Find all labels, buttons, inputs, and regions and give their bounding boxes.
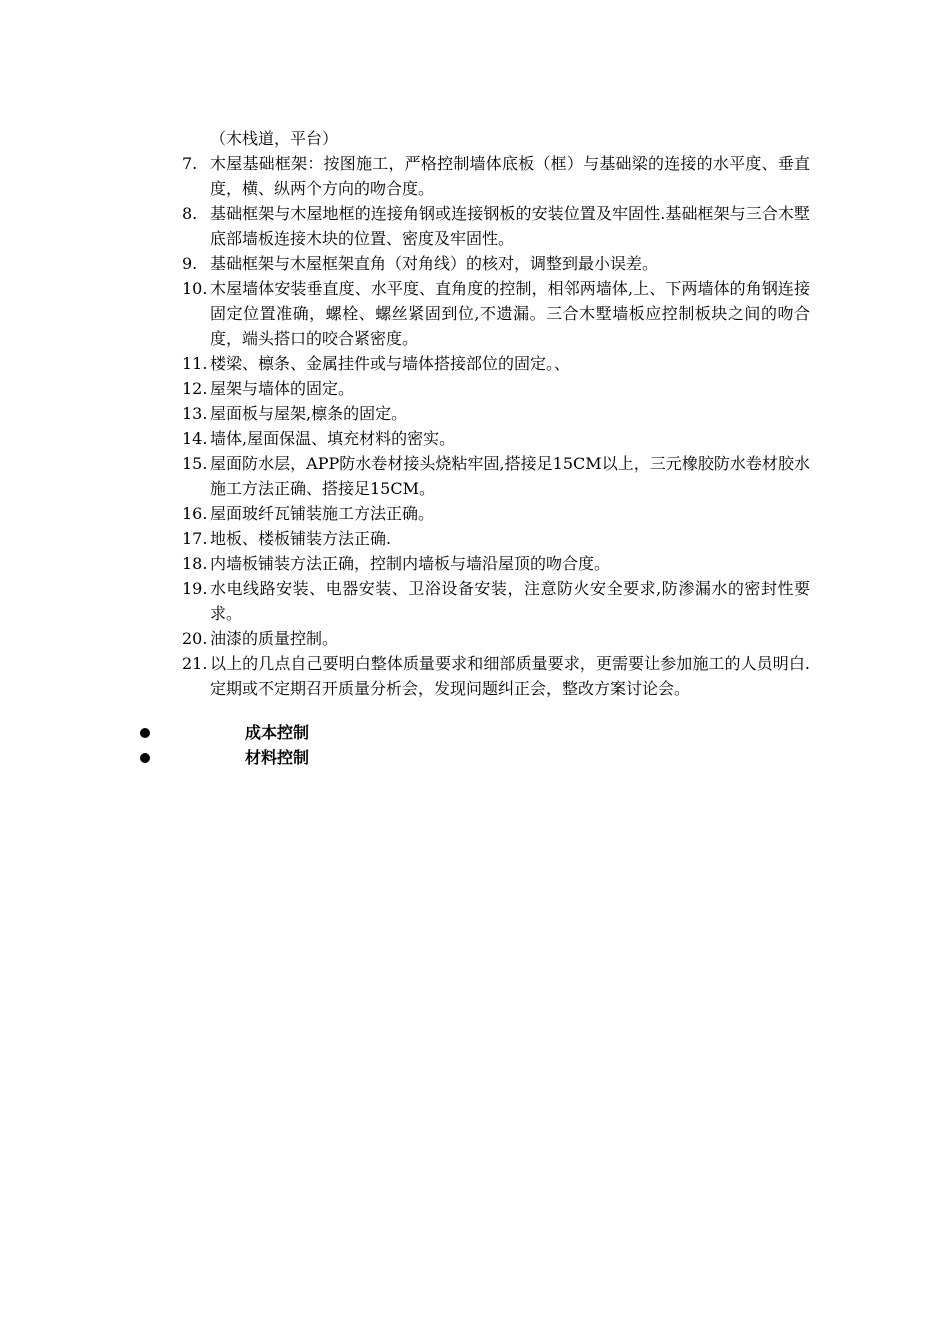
- list-item: [160, 426, 810, 451]
- item-number: 20.: [182, 629, 208, 648]
- bullet-heading: 材料控制: [245, 748, 310, 767]
- list-item: [160, 276, 810, 351]
- item-text: 木屋基础框架：按图施工，严格控制墙体底板（框）与基础梁的连接的水平度、垂直度，横、纵两个方向的吻合度。: [210, 154, 810, 198]
- item-text: 墙体,屋面保温、填充材料的密实。: [210, 429, 456, 448]
- item-text: 地板、楼板铺装方法正确.: [210, 529, 392, 548]
- bullet-dot-icon: [140, 753, 150, 763]
- item-number: 10.: [182, 279, 208, 298]
- item-number: 14.: [182, 429, 208, 448]
- item-text: 内墙板铺装方法正确，控制内墙板与墙沿屋顶的吻合度。: [210, 554, 611, 573]
- item-text: 楼梁、檩条、金属挂件或与墙体搭接部位的固定。、: [210, 354, 571, 373]
- item-number: 18.: [182, 554, 208, 573]
- item-number: 9.: [182, 254, 198, 273]
- list-item: [160, 651, 810, 701]
- item-text: 屋面玻纤瓦铺装施工方法正确。: [210, 504, 435, 523]
- item-text: 水电线路安装、电器安装、卫浴设备安装，注意防火安全要求,防渗漏水的密封性要求。: [210, 579, 810, 623]
- bullet-item: [140, 745, 310, 770]
- list-item: [160, 201, 810, 251]
- bullet-item: [140, 720, 310, 745]
- item-number: 21.: [182, 654, 208, 673]
- item-text: 屋面板与屋架,檩条的固定。: [210, 404, 408, 423]
- item-number: 15.: [182, 454, 208, 473]
- list-item: [160, 526, 810, 551]
- item-text: 以上的几点自己要明白整体质量要求和细部质量要求，更需要让参加施工的人员明白.定期或不定期召开质量分析会，发现问题纠正会，整改方案讨论会。: [210, 654, 810, 698]
- item-number: 11.: [182, 354, 208, 373]
- item-text: 屋面防水层，APP防水卷材接头烧粘牢固,搭接足15CM以上，三元橡胶防水卷材胶水施工方法正确、搭接足15CM。: [210, 454, 810, 498]
- item-number: 17.: [182, 529, 208, 548]
- item-text: 屋架与墙体的固定。: [210, 379, 355, 398]
- list-item: [160, 576, 810, 626]
- list-item: [160, 351, 810, 376]
- item-text: 油漆的质量控制。: [210, 629, 339, 648]
- continuation-text: （木栈道，平台）: [210, 129, 339, 148]
- list-item: [160, 626, 810, 651]
- list-item: [160, 401, 810, 426]
- list-item: [160, 376, 810, 401]
- item-text: 基础框架与木屋地框的连接角钢或连接钢板的安装位置及牢固性.基础框架与三合木墅底部墙板连接木块的位置、密度及牢固性。: [210, 204, 810, 248]
- item-number: 16.: [182, 504, 208, 523]
- item-number: 19.: [182, 579, 208, 598]
- list-item: [160, 251, 810, 276]
- list-item: [160, 151, 810, 201]
- bullet-heading: 成本控制: [245, 723, 310, 742]
- bullet-dot-icon: [140, 728, 150, 738]
- list-item: [160, 501, 810, 526]
- item-text: 木屋墙体安装垂直度、水平度、直角度的控制，相邻两墙体,上、下两墙体的角钢连接固定位置准确，螺栓、螺丝紧固到位,不遗漏。三合木墅墙板应控制板块之间的吻合度，端头搭口的咬合紧密度。: [210, 279, 810, 348]
- list-item: [160, 551, 810, 576]
- item-number: 7.: [182, 154, 198, 173]
- item-number: 8.: [182, 204, 198, 223]
- item-number: 13.: [182, 404, 208, 423]
- item-number: 12.: [182, 379, 208, 398]
- list-item: [160, 451, 810, 501]
- item-text: 基础框架与木屋框架直角（对角线）的核对，调整到最小误差。: [210, 254, 659, 273]
